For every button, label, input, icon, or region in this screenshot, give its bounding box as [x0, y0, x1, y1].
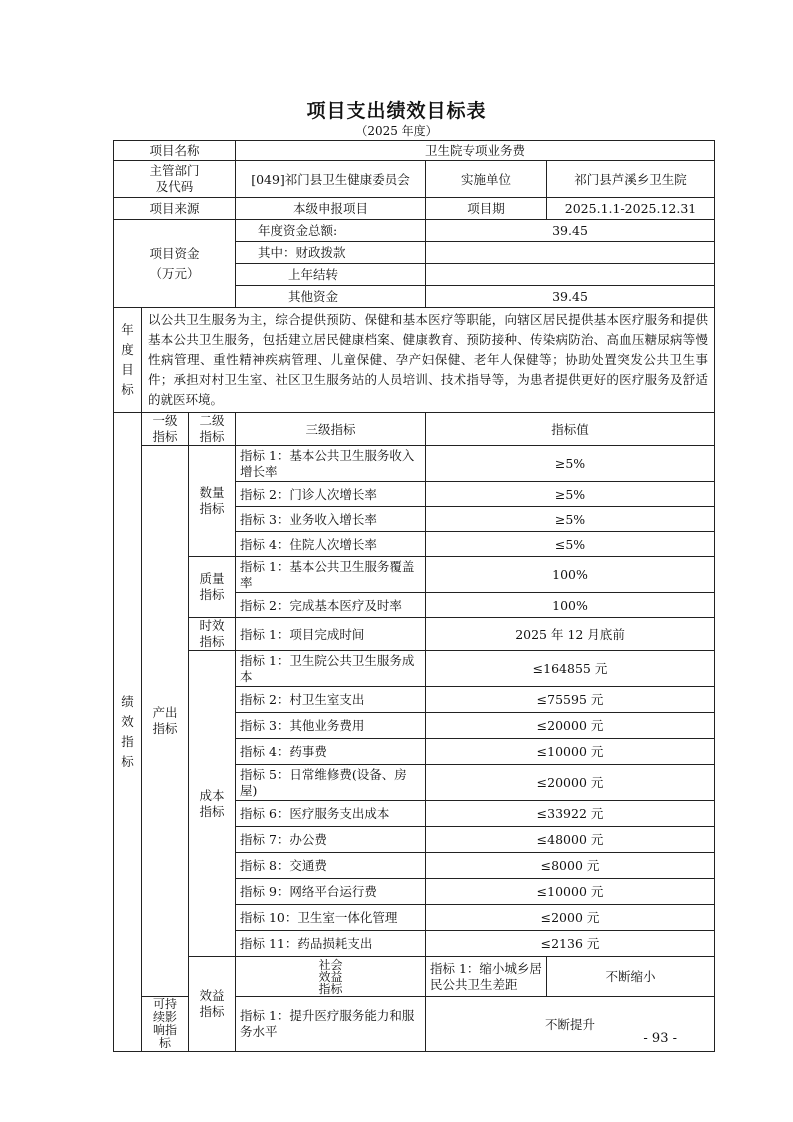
- label-output: 产出 指标: [142, 446, 189, 997]
- value-period: 2025.1.1-2025.12.31: [547, 198, 715, 220]
- label-impl-unit: 实施单位: [426, 161, 547, 198]
- quality-row-name: 指标 1：基本公共卫生服务覆盖率: [236, 557, 426, 593]
- label-social: 社会 效益 指标: [236, 957, 426, 997]
- cost-row-value: ≤20000 元: [426, 765, 715, 801]
- label-annual-goal: 年 度 目 标: [114, 308, 142, 413]
- cost-row-name: 指标 5：日常维修费(设备、房屋): [236, 765, 426, 801]
- label-funds: 项目资金 （万元）: [114, 220, 236, 308]
- cost-row-name: 指标 1：卫生院公共卫生服务成本: [236, 651, 426, 687]
- header-lv2: 二级 指标: [189, 413, 236, 446]
- cost-row-value: ≤10000 元: [426, 739, 715, 765]
- cost-row-value: ≤33922 元: [426, 801, 715, 827]
- quantity-row-value: ≥5%: [426, 482, 715, 507]
- header-value: 指标值: [426, 413, 715, 446]
- cost-row-value: ≤75595 元: [426, 687, 715, 713]
- sustain-row-name: 指标 1：提升医疗服务能力和服务水平: [236, 997, 426, 1052]
- value-impl-unit: 祁门县芦溪乡卫生院: [547, 161, 715, 198]
- quality-row-value: 100%: [426, 557, 715, 593]
- cost-row-value: ≤2000 元: [426, 905, 715, 931]
- cost-row-value: ≤8000 元: [426, 853, 715, 879]
- quantity-row-value: ≥5%: [426, 507, 715, 532]
- page-subtitle-year: （2025 年度）: [355, 124, 438, 138]
- cost-row-name: 指标 6：医疗服务支出成本: [236, 801, 426, 827]
- quantity-row-value: ≥5%: [426, 446, 715, 482]
- quantity-row-value: ≤5%: [426, 532, 715, 557]
- value-project-name: 卫生院专项业务费: [236, 141, 715, 161]
- timeliness-row-value: 2025 年 12 月底前: [426, 618, 715, 651]
- timeliness-row-name: 指标 1：项目完成时间: [236, 618, 426, 651]
- cost-row-name: 指标 8：交通费: [236, 853, 426, 879]
- cost-row-name: 指标 11：药品损耗支出: [236, 931, 426, 957]
- cost-row-value: ≤48000 元: [426, 827, 715, 853]
- cost-row-value: ≤20000 元: [426, 713, 715, 739]
- quantity-row-name: 指标 4：住院人次增长率: [236, 532, 426, 557]
- label-period: 项目期: [426, 198, 547, 220]
- cost-row-name: 指标 3：其他业务费用: [236, 713, 426, 739]
- label-dept: 主管部门 及代码: [114, 161, 236, 198]
- cost-row-name: 指标 2：村卫生室支出: [236, 687, 426, 713]
- label-carry-over: 上年结转: [236, 264, 426, 286]
- value-fiscal: [426, 242, 715, 264]
- value-dept: [049]祁门县卫生健康委员会: [236, 161, 426, 198]
- header-lv3: 三级指标: [236, 413, 426, 446]
- label-cost: 成本 指标: [189, 651, 236, 957]
- label-timeliness: 时效 指标: [189, 618, 236, 651]
- performance-target-table: [113, 140, 715, 1052]
- page-number: - 93 -: [643, 1031, 677, 1046]
- label-sustain: 可持 续影 响指 标: [142, 997, 189, 1052]
- quality-row-name: 指标 2：完成基本医疗及时率: [236, 593, 426, 618]
- cost-row-name: 指标 4：药事费: [236, 739, 426, 765]
- label-project-name: 项目名称: [114, 141, 236, 161]
- label-quality: 质量 指标: [189, 557, 236, 618]
- cost-row-value: ≤164855 元: [426, 651, 715, 687]
- label-annual-total: 年度资金总额:: [236, 220, 426, 242]
- header-lv1: 一级 指标: [142, 413, 189, 446]
- quality-row-value: 100%: [426, 593, 715, 618]
- label-benefit: 效益 指标: [189, 957, 236, 1052]
- social-row-value: 不断缩小: [547, 957, 715, 997]
- label-source: 项目来源: [114, 198, 236, 220]
- value-annual-goal: 以公共卫生服务为主，综合提供预防、保健和基本医疗等职能，向辖区居民提供基本医疗服务和提供基本公共卫生服务，包括建立居民健康档案、健康教育、预防接种、传染病防治、高血压糖尿病等慢性病管理、重性精神疾病管理、儿童保健、孕产妇保健、老年人保健等；协助处置突发公共卫生事件；承担对村卫生室、社区卫生服务站的人员培训、技术指导等，为患者提供更好的医疗服务及舒适的就医环境。: [142, 308, 715, 413]
- quantity-row-name: 指标 1：基本公共卫生服务收入增长率: [236, 446, 426, 482]
- label-performance: 绩 效 指 标: [114, 413, 142, 1052]
- value-annual-total: 39.45: [426, 220, 715, 242]
- sustain-row-value: 不断提升: [426, 997, 715, 1052]
- social-row-name: 指标 1：缩小城乡居民公共卫生差距: [426, 957, 547, 997]
- cost-row-value: ≤10000 元: [426, 879, 715, 905]
- value-carry-over: [426, 264, 715, 286]
- value-source: 本级申报项目: [236, 198, 426, 220]
- label-other-funds: 其他资金: [236, 286, 426, 308]
- cost-row-name: 指标 9：网络平台运行费: [236, 879, 426, 905]
- quantity-row-name: 指标 2：门诊人次增长率: [236, 482, 426, 507]
- cost-row-name: 指标 10：卫生室一体化管理: [236, 905, 426, 931]
- page-title: 项目支出绩效目标表: [306, 100, 487, 122]
- label-quantity: 数量 指标: [189, 446, 236, 557]
- value-other-funds: 39.45: [426, 286, 715, 308]
- cost-row-value: ≤2136 元: [426, 931, 715, 957]
- cost-row-name: 指标 7：办公费: [236, 827, 426, 853]
- quantity-row-name: 指标 3：业务收入增长率: [236, 507, 426, 532]
- label-fiscal: 其中：财政拨款: [236, 242, 426, 264]
